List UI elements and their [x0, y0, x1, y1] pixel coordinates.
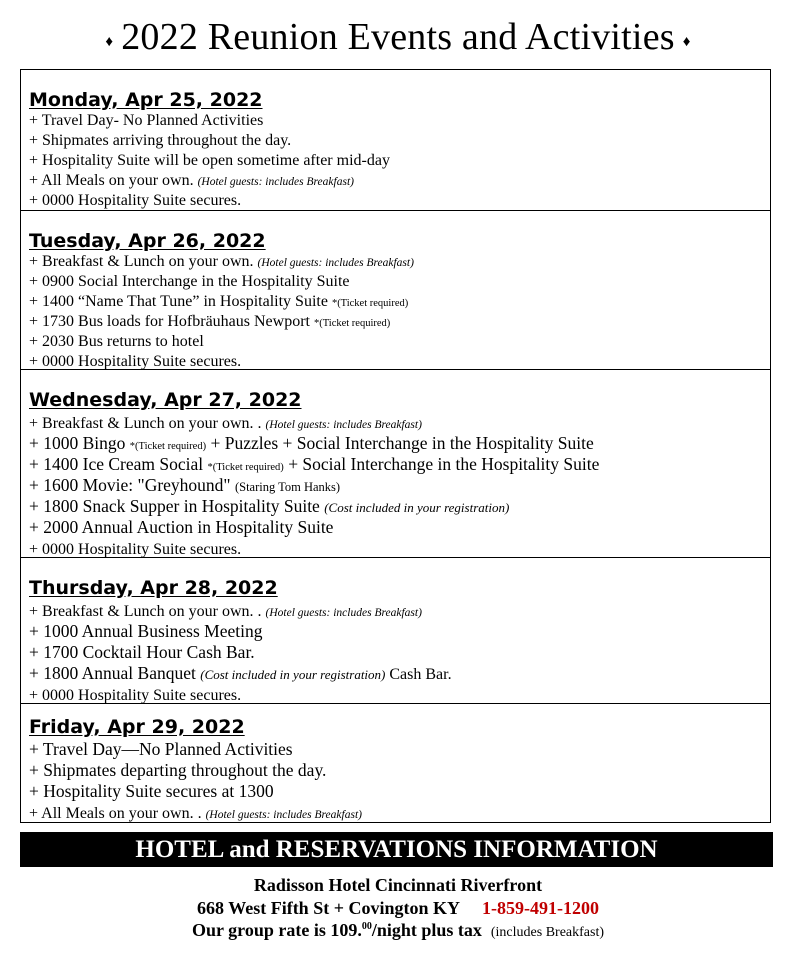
schedule-line: + 2000 Annual Auction in Hospitality Suite [29, 517, 334, 537]
day-lines [29, 739, 766, 823]
schedule-line: + Shipmates departing throughout the day. [29, 760, 327, 780]
schedule-line: + Travel Day- No Planned Activities [29, 112, 264, 129]
diamond-icon: ♦ [682, 34, 691, 51]
schedule-line: + 1730 Bus loads for Hofbräuhaus Newport *(Ticket required) [29, 313, 391, 330]
day-heading: Tuesday, Apr 26, 2022 [29, 230, 266, 252]
schedule-line: + All Meals on your own. (Hotel guests: includes Breakfast) [29, 172, 354, 189]
page-title-text: 2022 Reunion Events and Activities [121, 16, 675, 58]
rate-suffix: /night plus tax [371, 920, 482, 940]
schedule-line: + 2030 Bus returns to hotel [29, 333, 204, 350]
schedule-line: + 0000 Hospitality Suite secures. [29, 687, 242, 704]
schedule-line: + 1700 Cocktail Hour Cash Bar. [29, 642, 255, 662]
day-lines [29, 412, 766, 559]
schedule-line: + Travel Day—No Planned Activities [29, 739, 293, 759]
schedule-line: + Breakfast & Lunch on your own. . (Hotel guests: includes Breakfast) [29, 603, 422, 620]
day-heading: Wednesday, Apr 27, 2022 [29, 389, 302, 411]
schedule-box [20, 69, 771, 823]
day-heading: Monday, Apr 25, 2022 [29, 89, 263, 111]
hotel-guest-note: (Hotel guests: includes Breakfast) [205, 809, 362, 821]
hotel-banner: HOTEL and RESERVATIONS INFORMATION [20, 832, 773, 867]
schedule-line: + Shipmates arriving throughout the day. [29, 132, 292, 149]
page-title [0, 12, 796, 65]
cost-note: (Cost included in your registration) [324, 500, 510, 515]
hotel-guest-note: (Hotel guests: includes Breakfast) [265, 419, 422, 431]
hotel-phone: 1-859-491-1200 [481, 898, 599, 918]
schedule-line: + 1600 Movie: "Greyhound" (Staring Tom Hanks) [29, 475, 341, 495]
ticket-note: *(Ticket required) [331, 298, 409, 309]
ticket-note: *(Ticket required) [313, 318, 391, 329]
day-section-thursday [21, 557, 770, 703]
schedule-line: + 1800 Snack Supper in Hospitality Suite (Cost included in your registration) [29, 496, 510, 516]
schedule-line: + 0000 Hospitality Suite secures. [29, 192, 242, 209]
schedule-line: + 0000 Hospitality Suite secures. [29, 353, 242, 370]
schedule-line: + 1000 Annual Business Meeting [29, 621, 263, 641]
day-heading: Thursday, Apr 28, 2022 [29, 577, 278, 599]
schedule-line: + 1400 Ice Cream Social *(Ticket required) + Social Interchange in the Hospitality Suite [29, 454, 600, 474]
day-section-monday [21, 70, 770, 210]
hotel-name: Radisson Hotel Cincinnati Riverfront [253, 875, 543, 895]
rate-prefix: Our group rate is 109. [191, 920, 362, 940]
hotel-guest-note: (Hotel guests: includes Breakfast) [197, 176, 354, 188]
hotel-address: 668 West Fifth St + Covington KY [197, 898, 460, 918]
schedule-line: + 1800 Annual Banquet (Cost included in your registration) Cash Bar. [29, 663, 452, 683]
schedule-line: + Breakfast & Lunch on your own. (Hotel guests: includes Breakfast) [29, 253, 414, 270]
day-section-wednesday [21, 369, 770, 557]
day-lines [29, 111, 766, 211]
rate-note: (includes Breakfast) [490, 925, 604, 940]
ticket-note: *(Ticket required) [207, 462, 284, 473]
schedule-line: + 1400 “Name That Tune” in Hospitality Suite *(Ticket required) [29, 293, 409, 310]
schedule-line: + Hospitality Suite secures at 1300 [29, 781, 274, 801]
schedule-line: + 0000 Hospitality Suite secures. [29, 541, 242, 558]
cost-note: (Cost included in your registration) [200, 667, 386, 682]
day-lines [29, 252, 766, 372]
schedule-line: + Hospitality Suite will be open sometime after mid-day [29, 152, 390, 169]
schedule-line: + 0900 Social Interchange in the Hospitality Suite [29, 273, 350, 290]
movie-note: (Staring Tom Hanks) [234, 480, 341, 494]
hotel-address-line [0, 898, 796, 919]
ticket-note: *(Ticket required) [129, 441, 207, 452]
group-rate-line [0, 920, 796, 941]
diamond-icon: ♦ [105, 34, 114, 51]
hotel-guest-note: (Hotel guests: includes Breakfast) [257, 257, 414, 269]
schedule-line: + All Meals on your own. . (Hotel guests: includes Breakfast) [29, 805, 362, 822]
day-lines [29, 600, 766, 705]
day-section-friday [21, 703, 770, 821]
schedule-line: + 1000 Bingo *(Ticket required) + Puzzles + Social Interchange in the Hospitality Suite [29, 433, 594, 453]
day-heading: Friday, Apr 29, 2022 [29, 716, 245, 738]
hotel-guest-note: (Hotel guests: includes Breakfast) [265, 607, 422, 619]
day-section-tuesday [21, 210, 770, 369]
rate-cents: 00 [361, 921, 372, 932]
schedule-line: + Breakfast & Lunch on your own. . (Hotel guests: includes Breakfast) [29, 415, 422, 432]
